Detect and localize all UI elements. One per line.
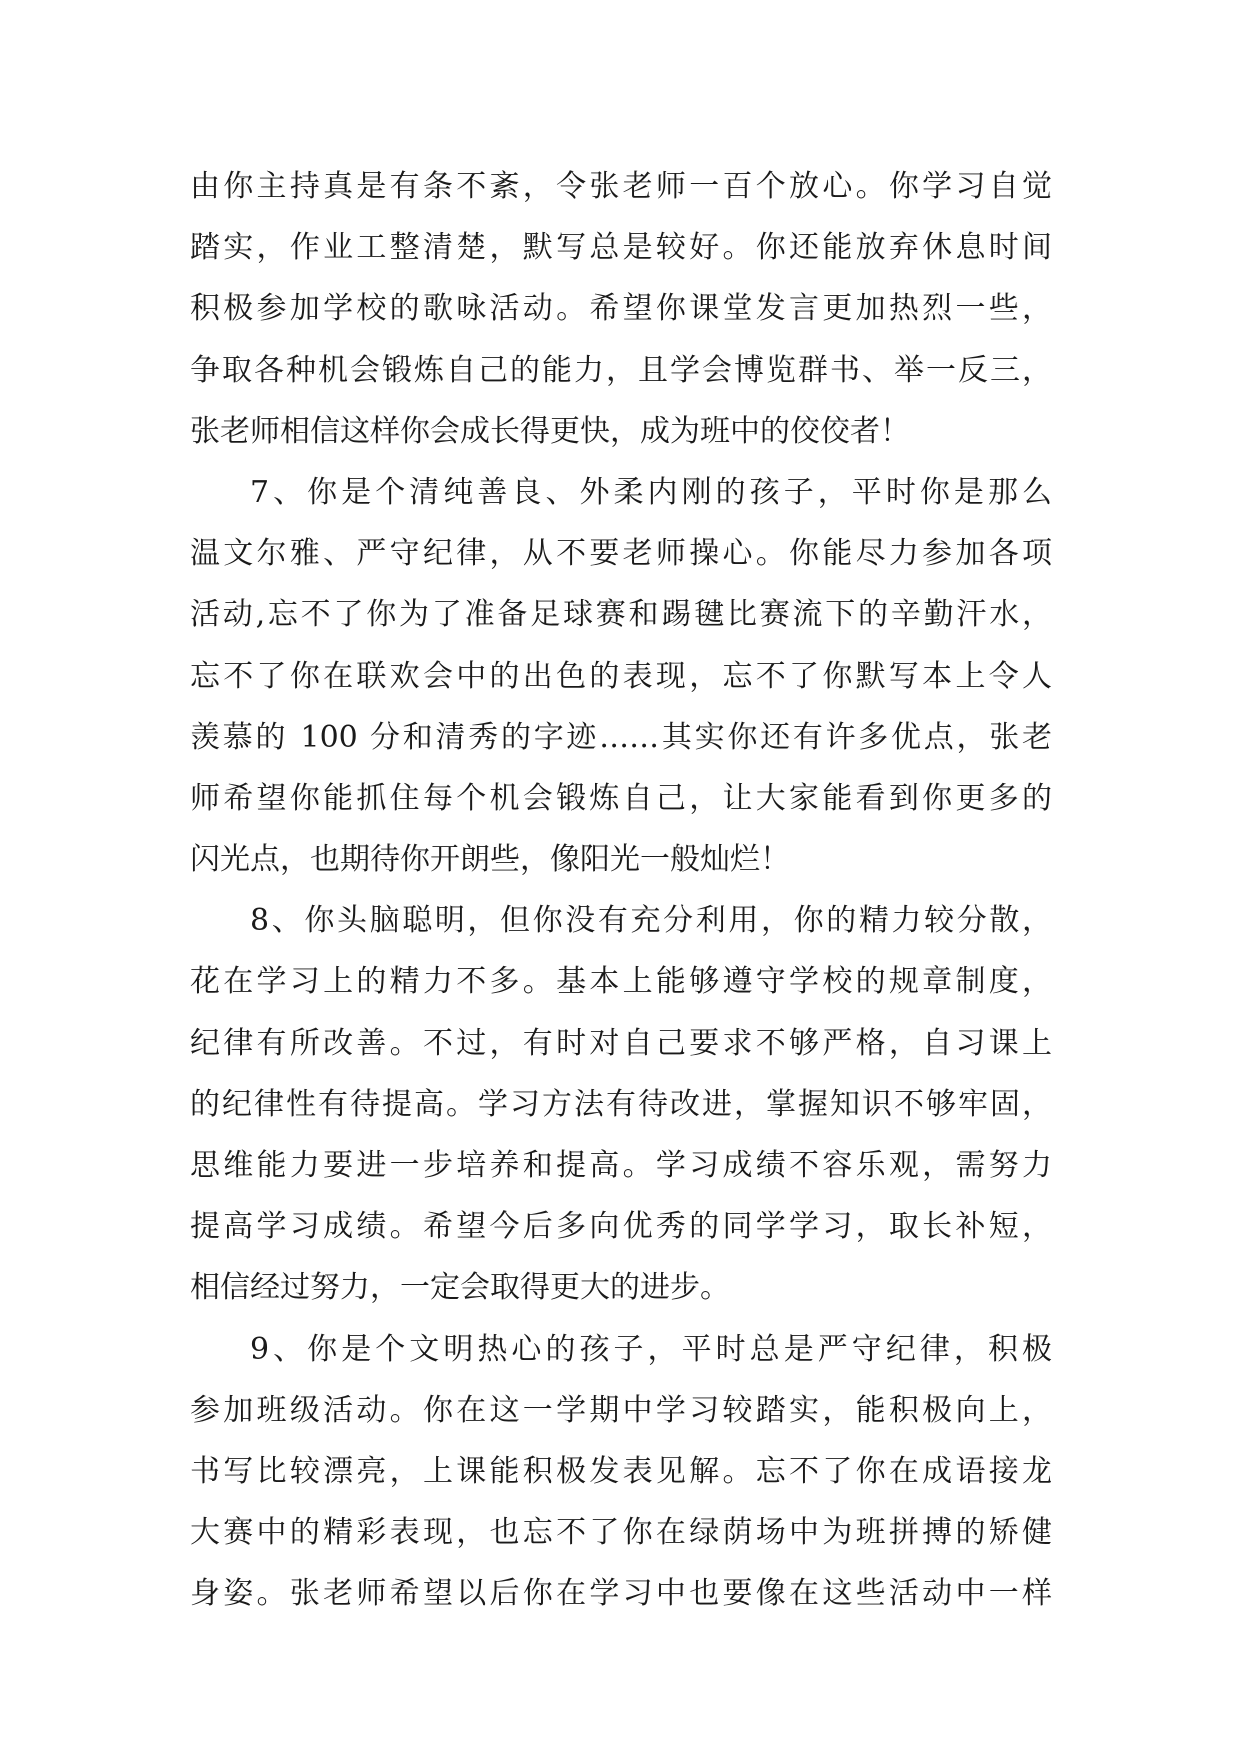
text-line: 温文尔雅、严守纪律，从不要老师操心。你能尽力参加各项: [190, 536, 1052, 572]
text-line: 7、你是个清纯善良、外柔内刚的孩子，平时你是那么: [250, 474, 1052, 510]
text-line: 活动,忘不了你为了准备足球赛和踢毽比赛流下的辛勤汗水，: [190, 597, 1052, 633]
text-line: 身姿。张老师希望以后你在学习中也要像在这些活动中一样: [190, 1576, 1052, 1612]
text-line: 8、你头脑聪明，但你没有充分利用，你的精力较分散，: [250, 903, 1052, 939]
text-line: 积极参加学校的歌咏活动。希望你课堂发言更加热烈一些，: [190, 291, 1052, 327]
paragraph-continuation: [190, 156, 1052, 462]
text-line: 由你主持真是有条不紊，令张老师一百个放心。你学习自觉: [190, 169, 1052, 204]
text-line: 花在学习上的精力不多。基本上能够遵守学校的规章制度，: [190, 964, 1052, 1000]
text-line: 张老师相信这样你会成长得更快，成为班中的佼佼者！: [190, 413, 910, 449]
text-line: 参加班级活动。你在这一学期中学习较踏实，能积极向上，: [190, 1392, 1052, 1428]
text-line: 大赛中的精彩表现，也忘不了你在绿荫场中为班拼搏的矫健: [190, 1515, 1052, 1551]
text-line: 踏实，作业工整清楚，默写总是较好。你还能放弃休息时间: [190, 230, 1052, 266]
text-line: 相信经过努力，一定会取得更大的进步。: [190, 1270, 730, 1306]
text-line: 9、你是个文明热心的孩子，平时总是严守纪律，积极: [250, 1331, 1052, 1367]
paragraph-item-7: [190, 462, 1052, 890]
text-line: 师希望你能抓住每个机会锻炼自己，让大家能看到你更多的: [190, 780, 1052, 816]
text-line: 忘不了你在联欢会中的出色的表现，忘不了你默写本上令人: [190, 658, 1052, 694]
paragraph-item-8: [190, 890, 1052, 1318]
text-line: 的纪律性有待提高。学习方法有待改进，掌握知识不够牢固，: [190, 1086, 1052, 1122]
text-line: 思维能力要进一步培养和提高。学习成绩不容乐观，需努力: [190, 1148, 1052, 1183]
text-line: 纪律有所改善。不过，有时对自己要求不够严格，自习课上: [190, 1025, 1052, 1061]
document-body: [190, 156, 1052, 1625]
text-line: 闪光点，也期待你开朗些，像阳光一般灿烂！: [190, 842, 790, 878]
text-line: 书写比较漂亮，上课能积极发表见解。忘不了你在成语接龙: [190, 1453, 1052, 1489]
paragraph-item-9: [190, 1319, 1052, 1625]
text-line: 争取各种机会锻炼自己的能力，且学会博览群书、举一反三，: [190, 352, 1052, 388]
text-line: 提高学习成绩。希望今后多向优秀的同学学习，取长补短，: [190, 1209, 1052, 1245]
text-line: 羡慕的 100 分和清秀的字迹……其实你还有许多优点，张老: [190, 719, 1052, 755]
